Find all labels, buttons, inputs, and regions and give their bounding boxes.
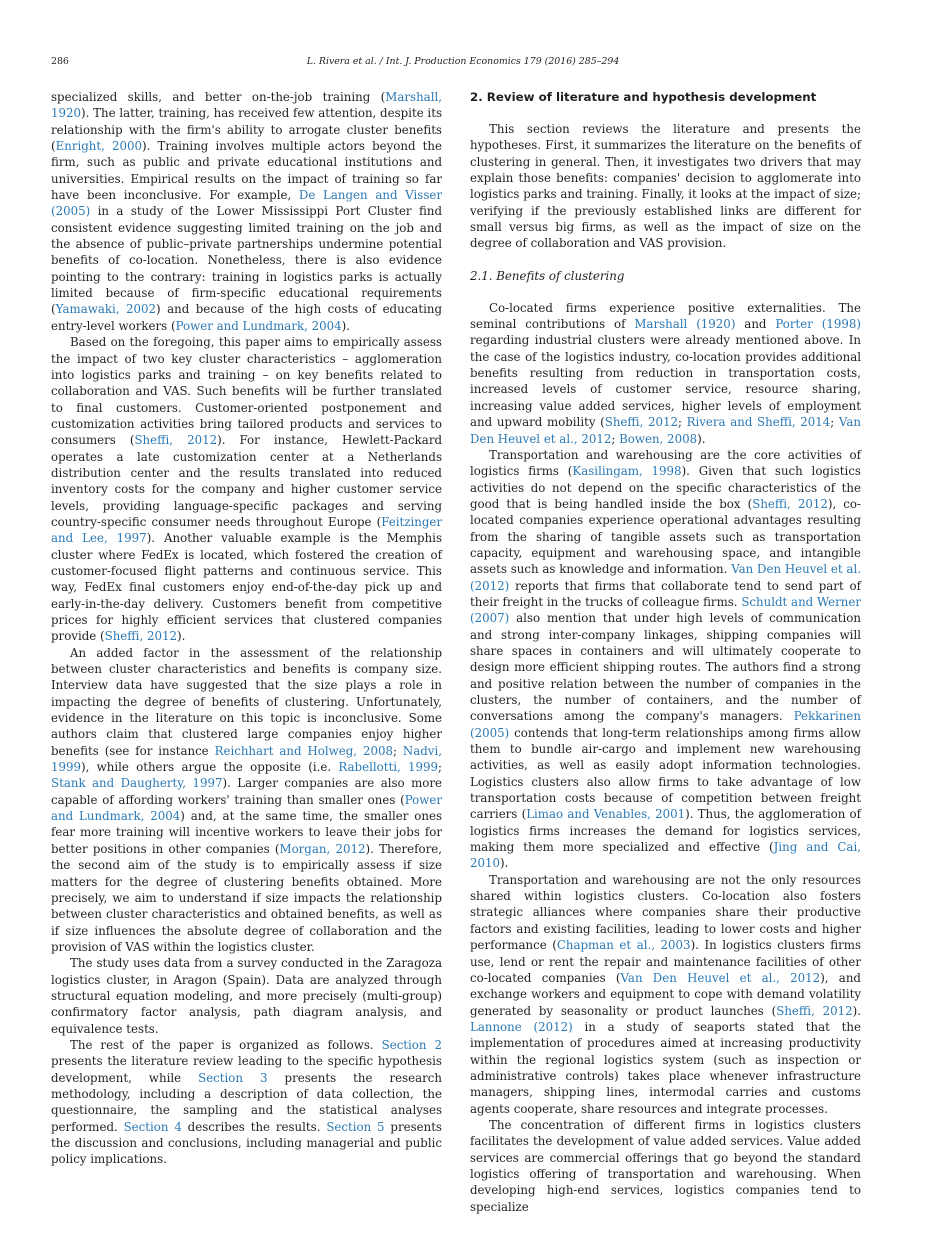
- citation-link[interactable]: Sheffi, 2012: [776, 1003, 853, 1018]
- citation-link[interactable]: Jing and Cai, 2010: [470, 840, 861, 871]
- citation-link[interactable]: De Langen and Visser (2005): [51, 188, 442, 219]
- citation-link[interactable]: Morgan, 2012: [279, 841, 366, 856]
- citation-link[interactable]: Yamawaki, 2002: [55, 302, 157, 317]
- page-number: 286: [51, 56, 69, 67]
- citation-link[interactable]: Rabellotti, 1999: [338, 760, 439, 775]
- citation-link[interactable]: Chapman et al., 2003: [556, 938, 691, 953]
- section-heading: 2. Review of literature and hypothesis development: [470, 90, 817, 104]
- citation-link[interactable]: Enright, 2000: [55, 139, 143, 154]
- citation-link[interactable]: Sheffi, 2012: [104, 629, 177, 644]
- citation-link[interactable]: Stank and Daugherty, 1997: [51, 776, 223, 791]
- right-column: [470, 89, 861, 1215]
- right-paragraph-1: This section reviews the literature and presents the hypotheses. First, it summarizes the literature on the benefits of clustering in general. Then, it investigates two drivers that may explain those benefits: companies' decision to agglomerate into logistics parks and training. Finally, it looks at the impact of size; verifying if the previously established links are different for small versus big firms, as well as the impact of size on the degree of collaboration and VAS provision.: [470, 122, 861, 251]
- section-link[interactable]: Section 4: [123, 1119, 182, 1134]
- right-paragraph-4: Transportation and warehousing are not the only resources shared within logistics clusters. Co-location also fosters strategic alliances where companies share their productive factors and existing facilities, leading to lower costs and higher performance (Chapman et al., 2003). In logistics clusters firms use, lend or rent the repair and maintenance facilities of other co-located companies (Van Den Heuvel et al., 2012), and exchange workers and equipment to cope with demand volatility generated by seasonality or product launches (Sheffi, 2012). Lannone (2012) in a study of seaports stated that the implementation of procedures aimed at increasing productivity within the regional logistics system (such as inspection or administrative controls) takes place whenever infrastructure managers, shipping lines, intermodal carries and customs agents cooperate, share resources and integrate processes.: [470, 872, 862, 1116]
- left-column: [51, 89, 442, 1168]
- citation-link[interactable]: Marshall, 1920: [51, 90, 442, 121]
- right-paragraph-3: Transportation and warehousing are the core activities of logistics firms (Kasilingam, 1998). Given that such logistics activities do not depend on the specific characteristics of the good that is being handled inside the box (Sheffi, 2012), co-located companies experience operational advantages resulting from the sharing of tangible assets such as transportation capacity, equipment and warehousing space, and intangible assets such as knowledge and information. Van Den Heuvel et al. (2012) reports that firms that collaborate tend to send part of their freight in the trucks of colleague firms. Schuldt and Werner (2007) also mention that under high levels of communication and strong inter-company linkages, shipping companies will share spaces in containers and will ultimately cooperate to design more efficient shipping routes. The authors find a strong and positive relation between the number of companies in the clusters, the number of containers, and the number of conversations among the company's managers. Pekkarinen (2005) contends that long-term relationships among firms allow them to bundle air-cargo and implement new warehousing activities, as well as easily adopt information technologies. Logistics clusters also allow firms to take advantage of low transportation costs because of competition between freight carriers (Limao and Venables, 2001). Thus, the agglomeration of logistics firms increases the demand for logistics services, making them more specialized and effective (Jing and Cai, 2010).: [470, 447, 862, 871]
- citation-link[interactable]: Schuldt and Werner (2007): [470, 594, 861, 626]
- citation-link[interactable]: Bowen, 2008: [619, 431, 698, 446]
- citation-link[interactable]: Van Den Heuvel et al., 2012: [470, 415, 861, 446]
- citation-link[interactable]: Lannone (2012): [470, 1019, 573, 1034]
- citation-link[interactable]: Rivera and Sheffi, 2014: [686, 415, 831, 430]
- right-paragraph-2: Co-located firms experience positive externalities. The seminal contributions of Marshall (1920) and Porter (1998) regarding industrial clusters were already mentioned above. In the case of the logistics industry, co-location provides additional benefits resulting from reduction in transportation costs, increased levels of customer service, resource sharing, increasing value added services, higher levels of employment and upward mobility (Sheffi, 2012; Rivera and Sheffi, 2014; Van Den Heuvel et al., 2012; Bowen, 2008).: [470, 300, 861, 446]
- citation-link[interactable]: Nadvi, 1999: [51, 743, 442, 775]
- citation-link[interactable]: Feitzinger and Lee, 1997: [51, 514, 442, 546]
- citation-link[interactable]: Power and Lundmark, 2004: [51, 792, 442, 824]
- left-paragraph-4: The study uses data from a survey conducted in the Zaragoza logistics cluster, in Aragon (Spain). Data are analyzed through structural equation modeling, and more precisely (multi-group) confirmatory factor analysis, path diagram analysis, and equivalence tests.: [51, 956, 442, 1036]
- running-header: [51, 56, 875, 70]
- right-paragraph-5: The concentration of different firms in logistics clusters facilitates the development of value added services. Value added services are commercial offerings that go beyond the standard logistics offering of transportation and warehousing. When developing high-end services, logistics companies tend to specialize: [470, 1117, 861, 1214]
- citation-link[interactable]: Power and Lundmark, 2004: [175, 318, 342, 333]
- subsection-heading: 2.1. Benefits of clustering: [470, 268, 625, 283]
- section-link[interactable]: Section 5: [326, 1119, 385, 1134]
- left-paragraph-1: specialized skills, and better on-the-job training (Marshall, 1920). The latter, training, has received few attention, despite its relationship with the firm's ability to arrogate cluster benefits (Enright, 2000). Training involves multiple actors beyond the firm, such as public and private educational institutions and universities. Empirical results on the impact of training so far have been inconclusive. For example, De Langen and Visser (2005) in a study of the Lower Mississippi Port Cluster find consistent evidence suggesting limited training on the job and the absence of public–private partnerships undermine potential benefits of co-location. Nonetheless, there is also evidence pointing to the contrary: training in logistics parks is actually limited because of firm-specific educational requirements (Yamawaki, 2002) and because of the high costs of educating entry-level workers (Power and Lundmark, 2004).: [51, 90, 442, 333]
- left-paragraph-3: An added factor in the assessment of the relationship between cluster characteristics and benefits is company size. Interview data have suggested that the size plays a role in impacting the degree of benefits of clustering. Unfortunately, evidence in the literature on this topic is inconclusive. Some authors claim that clustered large companies enjoy higher benefits (see for instance Reichhart and Holweg, 2008; Nadvi, 1999), while others argue the opposite (i.e. Rabellotti, 1999; Stank and Daugherty, 1997). Larger companies are also more capable of affording workers' training than smaller ones (Power and Lundmark, 2004) and, at the same time, the smaller ones fear more training will incentive workers to leave their jobs for better positions in other companies (Morgan, 2012). Therefore, the second aim of the study is to empirically assess if size matters for the degree of clustering benefits obtained. More precisely, we aim to understand if size impacts the relationship between cluster characteristics and obtained benefits, as well as if size influences the absolute degree of collaboration and the provision of VAS within the logistics cluster.: [51, 645, 443, 954]
- citation-link[interactable]: Reichhart and Holweg, 2008: [214, 743, 393, 758]
- left-paragraph-2: Based on the foregoing, this paper aims to empirically assess the impact of two key cluster characteristics – agglomeration into logistics parks and training – on key benefits related to collaboration and VAS. Such benefits will be further translated to final customers. Customer-oriented postponement and customization activities bring tailored products and services to consumers (Sheffi, 2012). For instance, Hewlett-Packard operates a late customization center at a Netherlands distribution center and the results translated into reduced inventory costs for the company and higher customer service levels, providing language-specific packages and serving country-specific consumer needs throughout Europe (Feitzinger and Lee, 1997). Another valuable example is the Memphis cluster where FedEx is located, which fostered the creation of customer-focused flight patterns and continuous service. This way, FedEx final customers enjoy end-of-the-day pick up and early-in-the-day delivery. Customers benefit from competitive prices for highly efficient services that clustered companies provide (Sheffi, 2012).: [51, 335, 443, 644]
- left-paragraph-5: The rest of the paper is organized as follows. Section 2 presents the literature review leading to the specific hypothesis development, while Section 3 presents the research methodology, including a description of data collection, the questionnaire, the sampling and the statistical analyses performed. Section 4 describes the results. Section 5 presents the discussion and conclusions, including managerial and public policy implications.: [51, 1037, 442, 1167]
- citation-link[interactable]: Kasilingam, 1998: [572, 464, 682, 479]
- citation-link[interactable]: Sheffi, 2012: [134, 433, 218, 448]
- citation-link[interactable]: Van Den Heuvel et al., 2012: [620, 970, 821, 985]
- citation-link[interactable]: Van Den Heuvel et al. (2012): [470, 562, 861, 593]
- citation-link[interactable]: Marshall (1920): [634, 317, 736, 332]
- citation-link[interactable]: Pekkarinen (2005): [470, 709, 861, 740]
- section-link[interactable]: Section 3: [198, 1070, 268, 1085]
- citation-link[interactable]: Sheffi, 2012: [604, 415, 678, 430]
- journal-citation: L. Rivera et al. / Int. J. Production Economics 179 (2016) 285–294: [306, 56, 620, 67]
- citation-link[interactable]: Porter (1998): [775, 317, 861, 332]
- citation-link[interactable]: Sheffi, 2012: [752, 496, 828, 511]
- section-link[interactable]: Section 2: [381, 1037, 442, 1052]
- citation-link[interactable]: Limao and Venables, 2001: [526, 807, 686, 822]
